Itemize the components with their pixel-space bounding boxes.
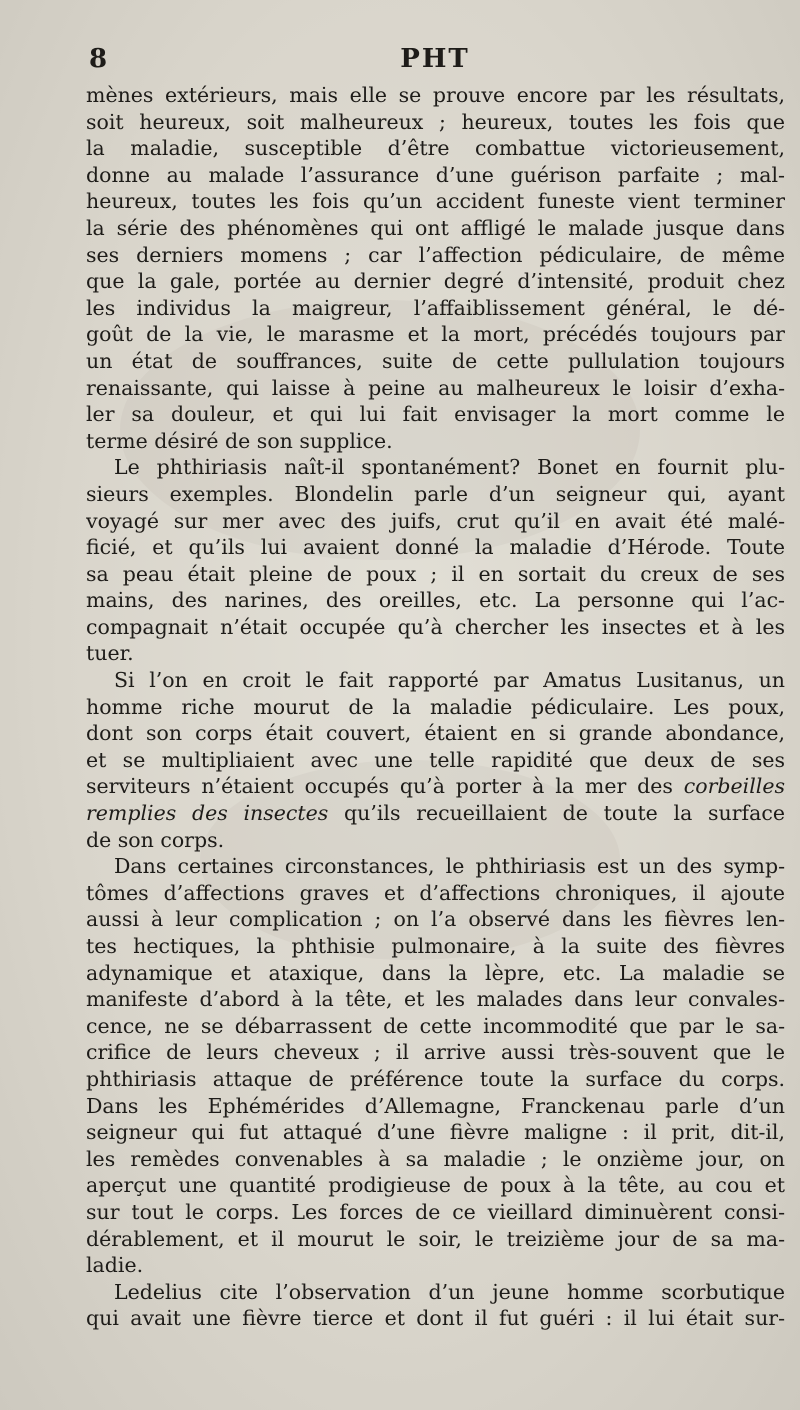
text-line: crifice de leurs cheveux ; il arrive aussi très-souvent que le <box>86 1040 785 1065</box>
text-line: ler sa douleur, et qui lui fait envisager la mort comme le <box>86 402 785 427</box>
text-line: ses derniers momens ; car l’affection pédiculaire, de même <box>86 242 785 267</box>
text-line: qui avait une fièvre tierce et dont il fut guéri : il lui était sur- <box>86 1306 785 1331</box>
text-line: la maladie, susceptible d’être combattue victorieusement, <box>86 136 785 161</box>
text-line: donne au malade l’assurance d’une guérison parfaite ; mal- <box>86 162 785 187</box>
text-line: Ledelius cite l’observation d’un jeune homme scorbutique <box>114 1279 785 1304</box>
text-line: seigneur qui fut attaqué d’une fièvre maligne : il prit, dit-il, <box>86 1120 785 1145</box>
text-line: les remèdes convenables à sa maladie ; le onzième jour, on <box>86 1146 785 1171</box>
text-line: Le phthiriasis naît-il spontanément? Bonet en fournit plu- <box>114 455 785 480</box>
text-line: tuer. <box>86 641 134 666</box>
text-line: ficié, et qu’ils lui avaient donné la maladie d’Hérode. Toute <box>86 535 785 560</box>
text-line: les individus la maigreur, l’affaiblissement général, le dé- <box>86 295 785 320</box>
text-line: homme riche mourut de la maladie pédiculaire. Les poux, <box>86 694 785 719</box>
text-line: mains, des narines, des oreilles, etc. La personne qui l’ac- <box>86 588 785 613</box>
text-line: tes hectiques, la phthisie pulmonaire, à la suite des fièvres <box>86 934 785 958</box>
text-line: sur tout le corps. Les forces de ce vieillard diminuèrent consi- <box>86 1199 785 1224</box>
text-line: dérablement, et il mourut le soir, le treizième jour de sa ma- <box>86 1226 785 1251</box>
text-line: un état de souffrances, suite de cette pullulation toujours <box>86 348 785 373</box>
text-line: mènes extérieurs, mais elle se prouve encore par les résultats, <box>86 83 785 107</box>
text-line: serviteurs n’étaient occupés qu’à porter à la mer des corbeilles <box>86 774 785 799</box>
text-line: aussi à leur complication ; on l’a observé dans les fièvres len- <box>86 907 785 932</box>
page-number: 8 <box>89 44 109 74</box>
text-line: ladie. <box>86 1253 144 1278</box>
text-line: phthiriasis attaque de préférence toute la surface du corps. <box>86 1066 785 1091</box>
text-line: manifeste d’abord à la tête, et les malades dans leur convales- <box>86 987 785 1012</box>
text-line: et se multipliaient avec une telle rapidité que deux de ses <box>86 747 785 772</box>
text-line: compagnait n’était occupée qu’à chercher les insectes et à les <box>86 614 785 639</box>
text-line: adynamique et ataxique, dans la lèpre, etc. La maladie se <box>86 960 785 985</box>
text-line: Si l’on en croit le fait rapporté par Amatus Lusitanus, un <box>114 668 785 693</box>
text-line: dont son corps était couvert, étaient en si grande abondance, <box>86 721 785 746</box>
running-head: PHT <box>400 44 470 74</box>
text-line: tômes d’affections graves et d’affections chroniques, il ajoute <box>86 880 785 905</box>
text-line: de son corps. <box>86 827 225 852</box>
text-line: soit heureux, soit malheureux ; heureux, toutes les fois que <box>86 109 785 134</box>
body-text <box>86 82 785 1332</box>
text-line: la série des phénomènes qui ont affligé le malade jusque dans <box>86 215 785 240</box>
text-line: que la gale, portée au dernier degré d’intensité, produit chez <box>86 269 785 294</box>
text-line: sa peau était pleine de poux ; il en sortait du creux de ses <box>86 561 785 586</box>
page-header <box>85 44 785 80</box>
text-line: Dans les Ephémérides d’Allemagne, Franckenau parle d’un <box>86 1093 785 1118</box>
text-line: terme désiré de son supplice. <box>86 428 393 453</box>
text-line: goût de la vie, le marasme et la mort, précédés toujours par <box>86 322 785 347</box>
text-line: renaissante, qui laisse à peine au malheureux le loisir d’exha- <box>86 375 785 400</box>
text-line: Dans certaines circonstances, le phthiriasis est un des symp- <box>114 854 785 879</box>
text-line: aperçut une quantité prodigieuse de poux à la tête, au cou et <box>86 1173 785 1198</box>
text-line: sieurs exemples. Blondelin parle d’un seigneur qui, ayant <box>86 481 785 506</box>
text-line: remplies des insectes qu’ils recueillaient de toute la surface <box>86 801 785 826</box>
text-line: cence, ne se débarrassent de cette incommodité que par le sa- <box>86 1013 785 1038</box>
text-line: voyagé sur mer avec des juifs, crut qu’il en avait été malé- <box>86 508 785 533</box>
text-line: heureux, toutes les fois qu’un accident funeste vient terminer <box>86 189 785 214</box>
